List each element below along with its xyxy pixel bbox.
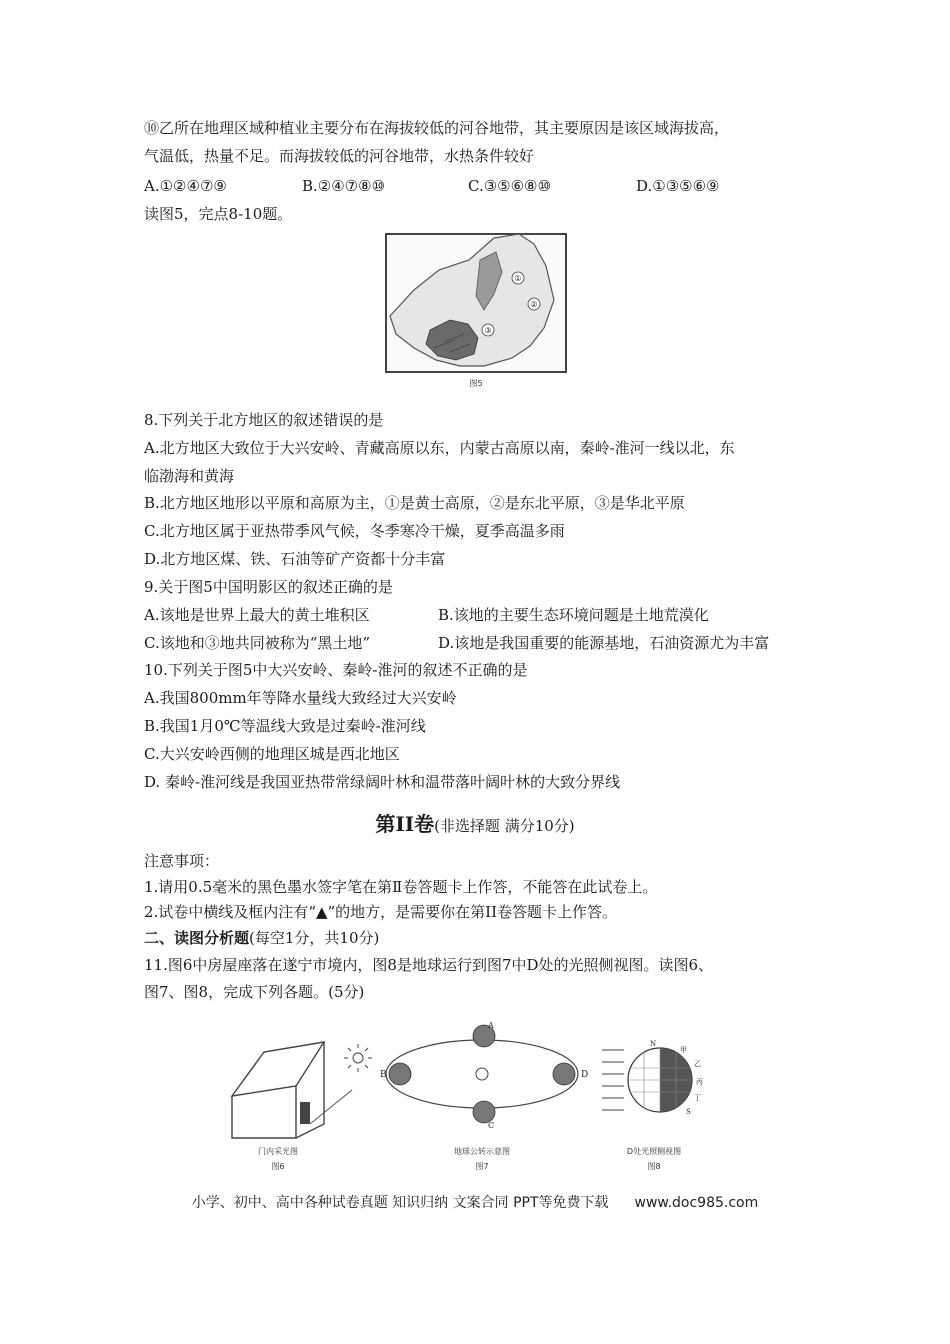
figure-8-subtitle: D处光照侧视图 — [626, 1147, 682, 1156]
earth-d — [553, 1063, 575, 1085]
q8-option-d: D.北方地区煤、铁、石油等矿产资都十分丰富 — [144, 550, 446, 568]
sunlight-rays — [602, 1050, 624, 1110]
figure-6-subtitle: 门内采光图 — [258, 1147, 298, 1156]
sun-ray — [310, 1090, 352, 1124]
q7-option-d: D.①③⑤⑥⑨ — [636, 177, 720, 195]
label-jia: 甲 — [680, 1046, 687, 1054]
sun-rays-icon — [344, 1044, 372, 1072]
figure-7-caption: 图7 — [475, 1162, 489, 1171]
label-ding: 丁 — [694, 1094, 701, 1102]
note-2: 2.试卷中横线及框内注有“▲”的地方，是需要你在第II卷答题卡上作答。 — [144, 903, 618, 921]
figure-5-caption: 图5 — [469, 379, 483, 388]
q8-option-a-line2: 临渤海和黄海 — [144, 467, 235, 485]
section-heading-rest: (每空1分，共10分) — [249, 929, 380, 947]
q7-option-b: B.②④⑦⑧⑩ — [302, 177, 386, 195]
figure-6-caption: 图6 — [271, 1162, 285, 1171]
part2-title-main: 第II卷 — [375, 812, 435, 836]
q7-item10-line1: ⑩乙所在地理区域种植业主要分布在海拔较低的河谷地带，其主要原因是该区域海拔高， — [144, 119, 730, 137]
q9-option-d: D.该地是我国重要的能源基地，石油资源尤为丰富 — [438, 634, 770, 652]
q11-line1: 11.图6中房屋座落在遂宁市境内，图8是地球运行到图7中D处的光照侧视图。读图6、 — [144, 956, 714, 974]
q10-option-c: C.大兴安岭西侧的地理区城是西北地区 — [144, 745, 400, 763]
q10-option-d: D. 秦岭-淮河线是我国亚热带常绿阔叶林和温带落叶阔叶林的大致分界线 — [144, 773, 621, 791]
label-yi: 乙 — [694, 1060, 701, 1068]
q8-option-c: C.北方地区属于亚热带季风气候，冬季寒冷干燥，夏季高温多雨 — [144, 522, 565, 540]
footer — [0, 1192, 950, 1212]
section-heading-bold: 二、读图分析题 — [144, 929, 250, 947]
intro-8-10: 读图5，完点8-10题。 — [144, 205, 293, 223]
figure-7-revolution — [372, 1021, 604, 1174]
section-heading — [144, 928, 379, 948]
q9-option-a: A.该地是世界上最大的黄土堆积区 — [144, 606, 370, 624]
part2-title-sub: (非选择题 满分10分) — [434, 817, 575, 835]
q10-stem: 10.下列关于图5中大兴安岭、秦岭-淮河的叙述不正确的是 — [144, 661, 528, 679]
earth-b — [389, 1063, 411, 1085]
label-c: C — [488, 1121, 495, 1130]
figure-5-map — [384, 230, 568, 392]
label-d: D — [581, 1070, 589, 1080]
q8-option-b: B.北方地区地形以平原和高原为主，①是黄士高原，②是东北平原，③是华北平原 — [144, 494, 685, 512]
map-marker-2: ② — [530, 300, 538, 309]
figure-8-illumination — [598, 1028, 710, 1174]
note-1: 1.请用0.5毫米的黑色墨水签字笔在第Ⅱ卷答题卡上作答，不能答在此试卷上。 — [144, 878, 658, 896]
map-marker-1: ① — [514, 274, 522, 283]
q9-option-c: C.该地和③地共同被称为“黑土地” — [144, 634, 371, 652]
label-n: N — [650, 1040, 657, 1048]
q11-line2: 图7、图8，完成下列各题。(5分) — [144, 983, 365, 1001]
sun-center-icon — [476, 1068, 488, 1080]
figure-6-house — [224, 1028, 374, 1174]
notes-heading: 注意事项： — [144, 852, 220, 870]
map-marker-3: ③ — [484, 326, 492, 335]
q8-option-a-line1: A.北方地区大致位于大兴安岭、青藏高原以东，内蒙古高原以南，秦岭-淮河一线以北，东 — [144, 439, 735, 457]
house-roof — [232, 1042, 324, 1096]
label-a: A — [488, 1021, 494, 1030]
q7-option-a: A.①②④⑦⑨ — [144, 177, 227, 195]
label-b: B — [380, 1070, 387, 1080]
earth-c — [473, 1101, 495, 1123]
q8-stem: 8.下列关于北方地区的叙述错误的是 — [144, 411, 384, 429]
q10-option-b: B.我国1月0℃等温线大致是过秦岭-淮河线 — [144, 717, 426, 735]
figure-7-subtitle: 地球公转示意图 — [454, 1147, 510, 1156]
q7-option-c: C.③⑤⑥⑧⑩ — [468, 177, 551, 195]
q7-item10-line2: 气温低，热量不足。而海拔较低的河谷地带，水热条件较好 — [144, 147, 535, 165]
figure-8-caption: 图8 — [647, 1162, 661, 1171]
house-door — [300, 1102, 310, 1124]
label-s: S — [686, 1108, 691, 1116]
q10-option-a: A.我国800mm年等降水量线大致经过大兴安岭 — [144, 689, 457, 707]
q9-stem: 9.关于图5中国明影区的叙述正确的是 — [144, 578, 393, 596]
part2-title — [0, 808, 950, 837]
footer-url[interactable]: www.doc985.com — [634, 1195, 759, 1211]
sun-icon — [353, 1053, 363, 1063]
label-bing: 丙 — [696, 1078, 703, 1086]
footer-text: 小学、初中、高中各种试卷真题 知识归纳 文案合同 PPT等免费下载 — [191, 1195, 609, 1211]
q9-option-b: B.该地的主要生态环境问题是土地荒漠化 — [438, 606, 709, 624]
